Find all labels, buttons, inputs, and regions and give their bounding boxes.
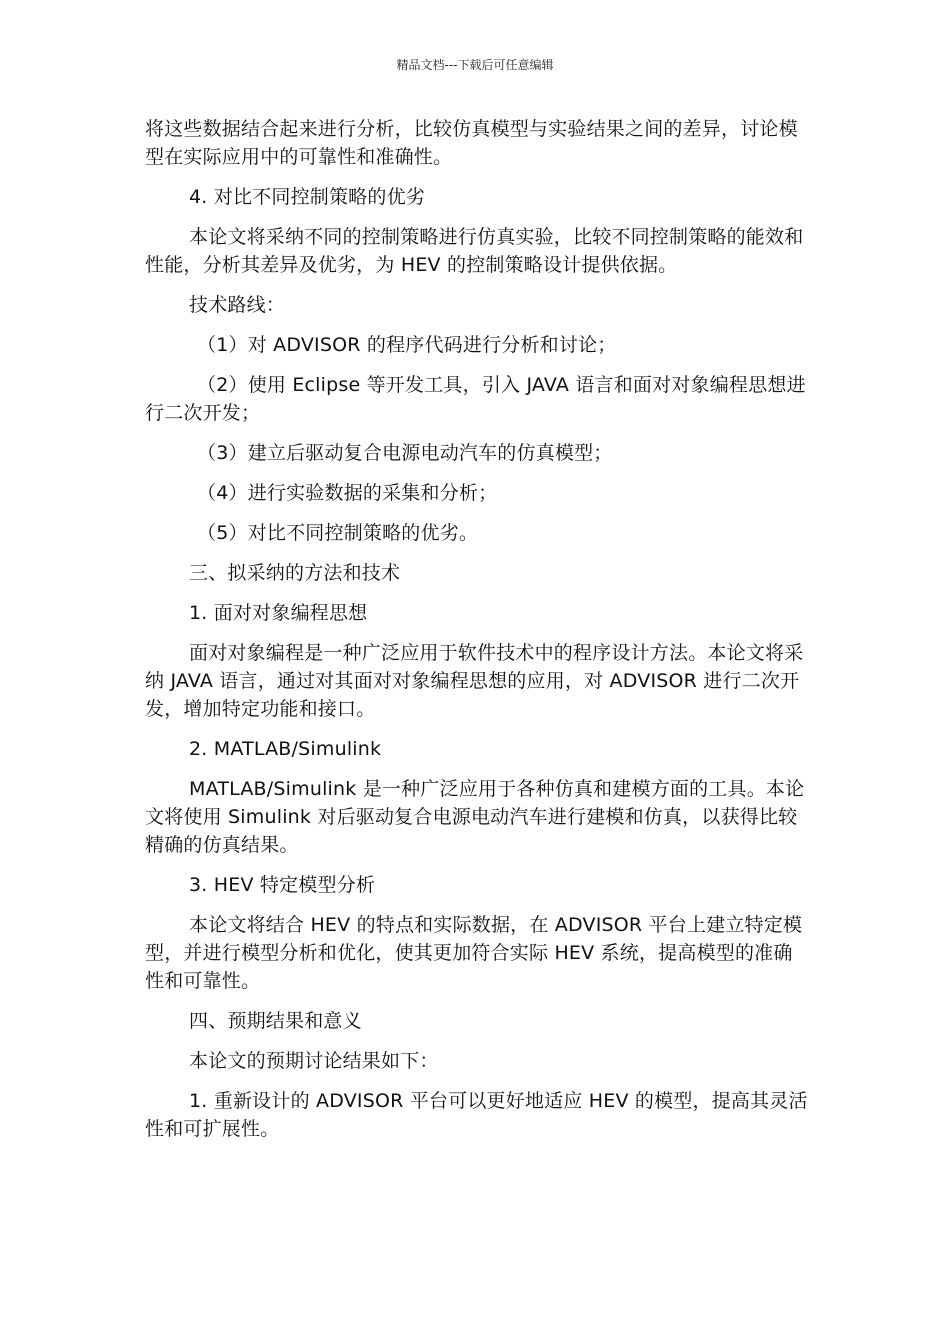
route-step-1: （1）对 ADVISOR 的程序代码进行分析和讨论； xyxy=(197,334,617,356)
route-step-5: （5）对比不同控制策略的优劣。 xyxy=(197,522,479,544)
route-step-2: （2）使用 Eclipse 等开发工具，引入 JAVA 语言和面对对象编程思想进行二次开发； xyxy=(145,374,806,424)
expected-result-1: 1. 重新设计的 ADVISOR 平台可以更好地适应 HEV 的模型，提高其灵活性和可扩展性。 xyxy=(145,1090,808,1140)
section-heading-methods: 三、拟采纳的方法和技术 xyxy=(189,562,401,584)
page-header: 精品文档---下载后可任意编辑 xyxy=(396,58,554,72)
heading-oop: 1. 面对对象编程思想 xyxy=(189,602,368,624)
heading-hev-model: 3. HEV 特定模型分析 xyxy=(189,874,376,896)
paragraph-matlab-simulink: MATLAB/Simulink 是一种广泛应用于各种仿真和建模方面的工具。本论文将使用 Simulink 对后驱动复合电源电动汽车进行建模和仿真，以获得比较精确的仿真结果。 xyxy=(145,778,805,856)
heading-matlab-simulink: 2. MATLAB/Simulink xyxy=(189,738,382,760)
document-body xyxy=(145,115,810,1155)
route-step-4: （4）进行实验数据的采集和分析； xyxy=(197,482,498,504)
paragraph-conclusion-continued: 将这些数据结合起来进行分析，比较仿真模型与实验结果之间的差异，讨论模型在实际应用中的可靠性和准确性。 xyxy=(145,118,798,168)
route-step-3: （3）建立后驱动复合电源电动汽车的仿真模型； xyxy=(197,442,613,464)
section-heading-expected-results: 四、预期结果和意义 xyxy=(189,1010,362,1032)
paragraph-oop: 面对对象编程是一种广泛应用于软件技术中的程序设计方法。本论文将采纳 JAVA 语言，通过对其面对对象编程思想的应用，对 ADVISOR 进行二次开发，增加特定功能和接口。 xyxy=(145,642,804,720)
heading-compare-strategies: 4. 对比不同控制策略的优劣 xyxy=(189,186,425,208)
paragraph-hev-model: 本论文将结合 HEV 的特点和实际数据，在 ADVISOR 平台上建立特定模型，并进行模型分析和优化，使其更加符合实际 HEV 系统，提高模型的准确性和可靠性。 xyxy=(145,914,803,992)
heading-technical-route: 技术路线： xyxy=(189,294,286,316)
paragraph-compare-strategies: 本论文将采纳不同的控制策略进行仿真实验，比较不同控制策略的能效和性能，分析其差异及优劣，为 HEV 的控制策略设计提供依据。 xyxy=(145,226,804,276)
paragraph-expected-intro: 本论文的预期讨论结果如下： xyxy=(189,1050,439,1072)
